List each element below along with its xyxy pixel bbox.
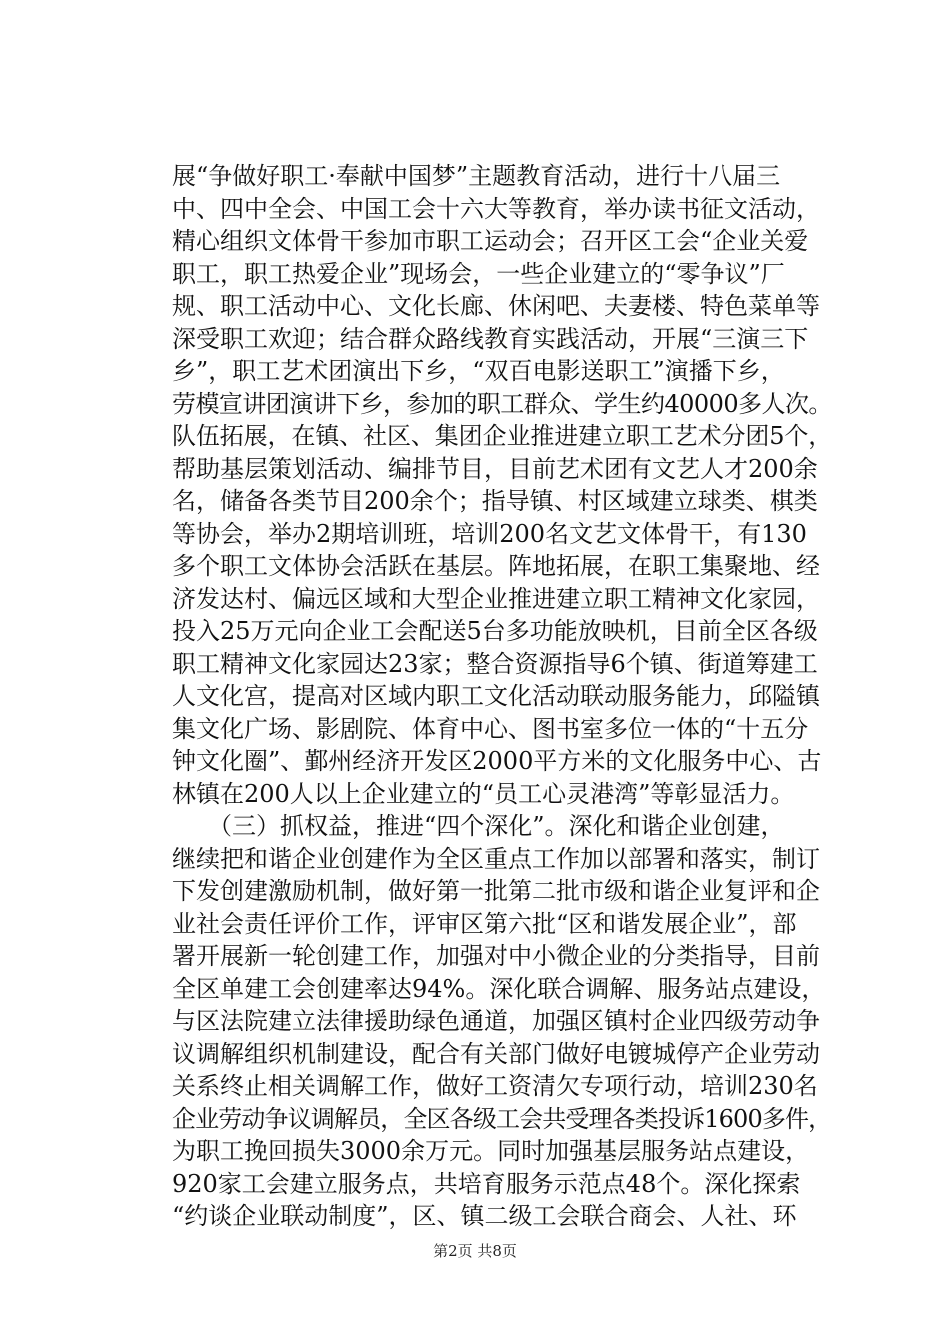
text-line: 钟文化圈”、鄞州经济开发区2000平方米的文化服务中心、古 — [172, 747, 822, 775]
text-line: （三）抓权益，推进“四个深化”。深化和谐企业创建， — [172, 812, 785, 840]
text-line: 帮助基层策划活动、编排节目，目前艺术团有文艺人才200余 — [172, 454, 818, 483]
text-line: 劳模宣讲团演讲下乡，参加的职工群众、学生约40000多人次。 — [172, 389, 832, 418]
text-line: 全区单建工会创建率达94%。深化联合调解、服务站点建设， — [172, 974, 826, 1003]
text-line: “约谈企业联动制度”，区、镇二级工会联合商会、人社、环 — [172, 1202, 797, 1230]
text-line: 等协会，举办2期培训班，培训200名文艺文体骨干，有130 — [172, 519, 807, 548]
text-line: 署开展新一轮创建工作，加强对中小微企业的分类指导，目前 — [172, 942, 820, 970]
text-line: 继续把和谐企业创建作为全区重点工作加以部署和落实，制订 — [172, 844, 820, 873]
text-line: 深受职工欢迎；结合群众路线教育实践活动，开展“三演三下 — [172, 324, 809, 353]
text-line: 下发创建激励机制，做好第一批第二批市级和谐企业复评和企 — [172, 877, 820, 905]
text-line: 企业劳动争议调解员，全区各级工会共受理各类投诉1600多件， — [172, 1104, 832, 1133]
text-line: 议调解组织机制建设，配合有关部门做好电镀城停产企业劳动 — [172, 1039, 820, 1068]
document-body — [172, 160, 832, 1233]
text-line: 为职工挽回损失3000余万元。同时加强基层服务站点建设， — [172, 1137, 810, 1165]
text-line: 名，储备各类节目200余个；指导镇、村区域建立球类、棋类 — [172, 487, 818, 515]
text-line: 精心组织文体骨干参加市职工运动会；召开区工会“企业关爱 — [172, 227, 809, 255]
text-line: 业社会责任评价工作，评审区第六批“区和谐发展企业”，部 — [172, 909, 797, 938]
text-line: 多个职工文体协会活跃在基层。阵地拓展，在职工集聚地、经 — [172, 552, 820, 580]
text-line: 队伍拓展，在镇、社区、集团企业推进建立职工艺术分团5个， — [172, 422, 832, 450]
text-line: 与区法院建立法律援助绿色通道，加强区镇村企业四级劳动争 — [172, 1007, 820, 1035]
text-line: 投入25万元向企业工会配送5台多功能放映机，目前全区各级 — [172, 617, 818, 645]
text-line: 展“争做好职工·奉献中国梦”主题教育活动，进行十八届三 — [172, 162, 781, 190]
text-line: 集文化广场、影剧院、体育中心、图书室多位一体的“十五分 — [172, 714, 809, 743]
text-line: 济发达村、偏远区域和大型企业推进建立职工精神文化家园， — [172, 584, 820, 613]
text-line: 规、职工活动中心、文化长廊、休闲吧、夫妻楼、特色菜单等 — [172, 292, 820, 320]
text-line: 中、四中全会、中国工会十六大等教育，举办读书征文活动， — [172, 194, 820, 223]
text-line: 人文化宫，提高对区域内职工文化活动联动服务能力，邱隘镇 — [172, 682, 820, 710]
text-line: 林镇在200人以上企业建立的“员工心灵港湾”等彰显活力。 — [172, 779, 795, 808]
text-line: 乡”，职工艺术团演出下乡，“双百电影送职工”演播下乡， — [172, 357, 785, 385]
text-line: 关系终止相关调解工作，做好工资清欠专项行动，培训230名 — [172, 1072, 818, 1100]
page-footer: 第2页 共8页 — [433, 1242, 517, 1260]
text-line: 职工，职工热爱企业”现场会，一些企业建立的“零争议”厂 — [172, 259, 785, 288]
text-line: 920家工会建立服务点，共培育服务示范点48个。深化探索 — [172, 1169, 801, 1198]
text-line: 职工精神文化家园达23家；整合资源指导6个镇、街道筹建工 — [172, 649, 818, 678]
